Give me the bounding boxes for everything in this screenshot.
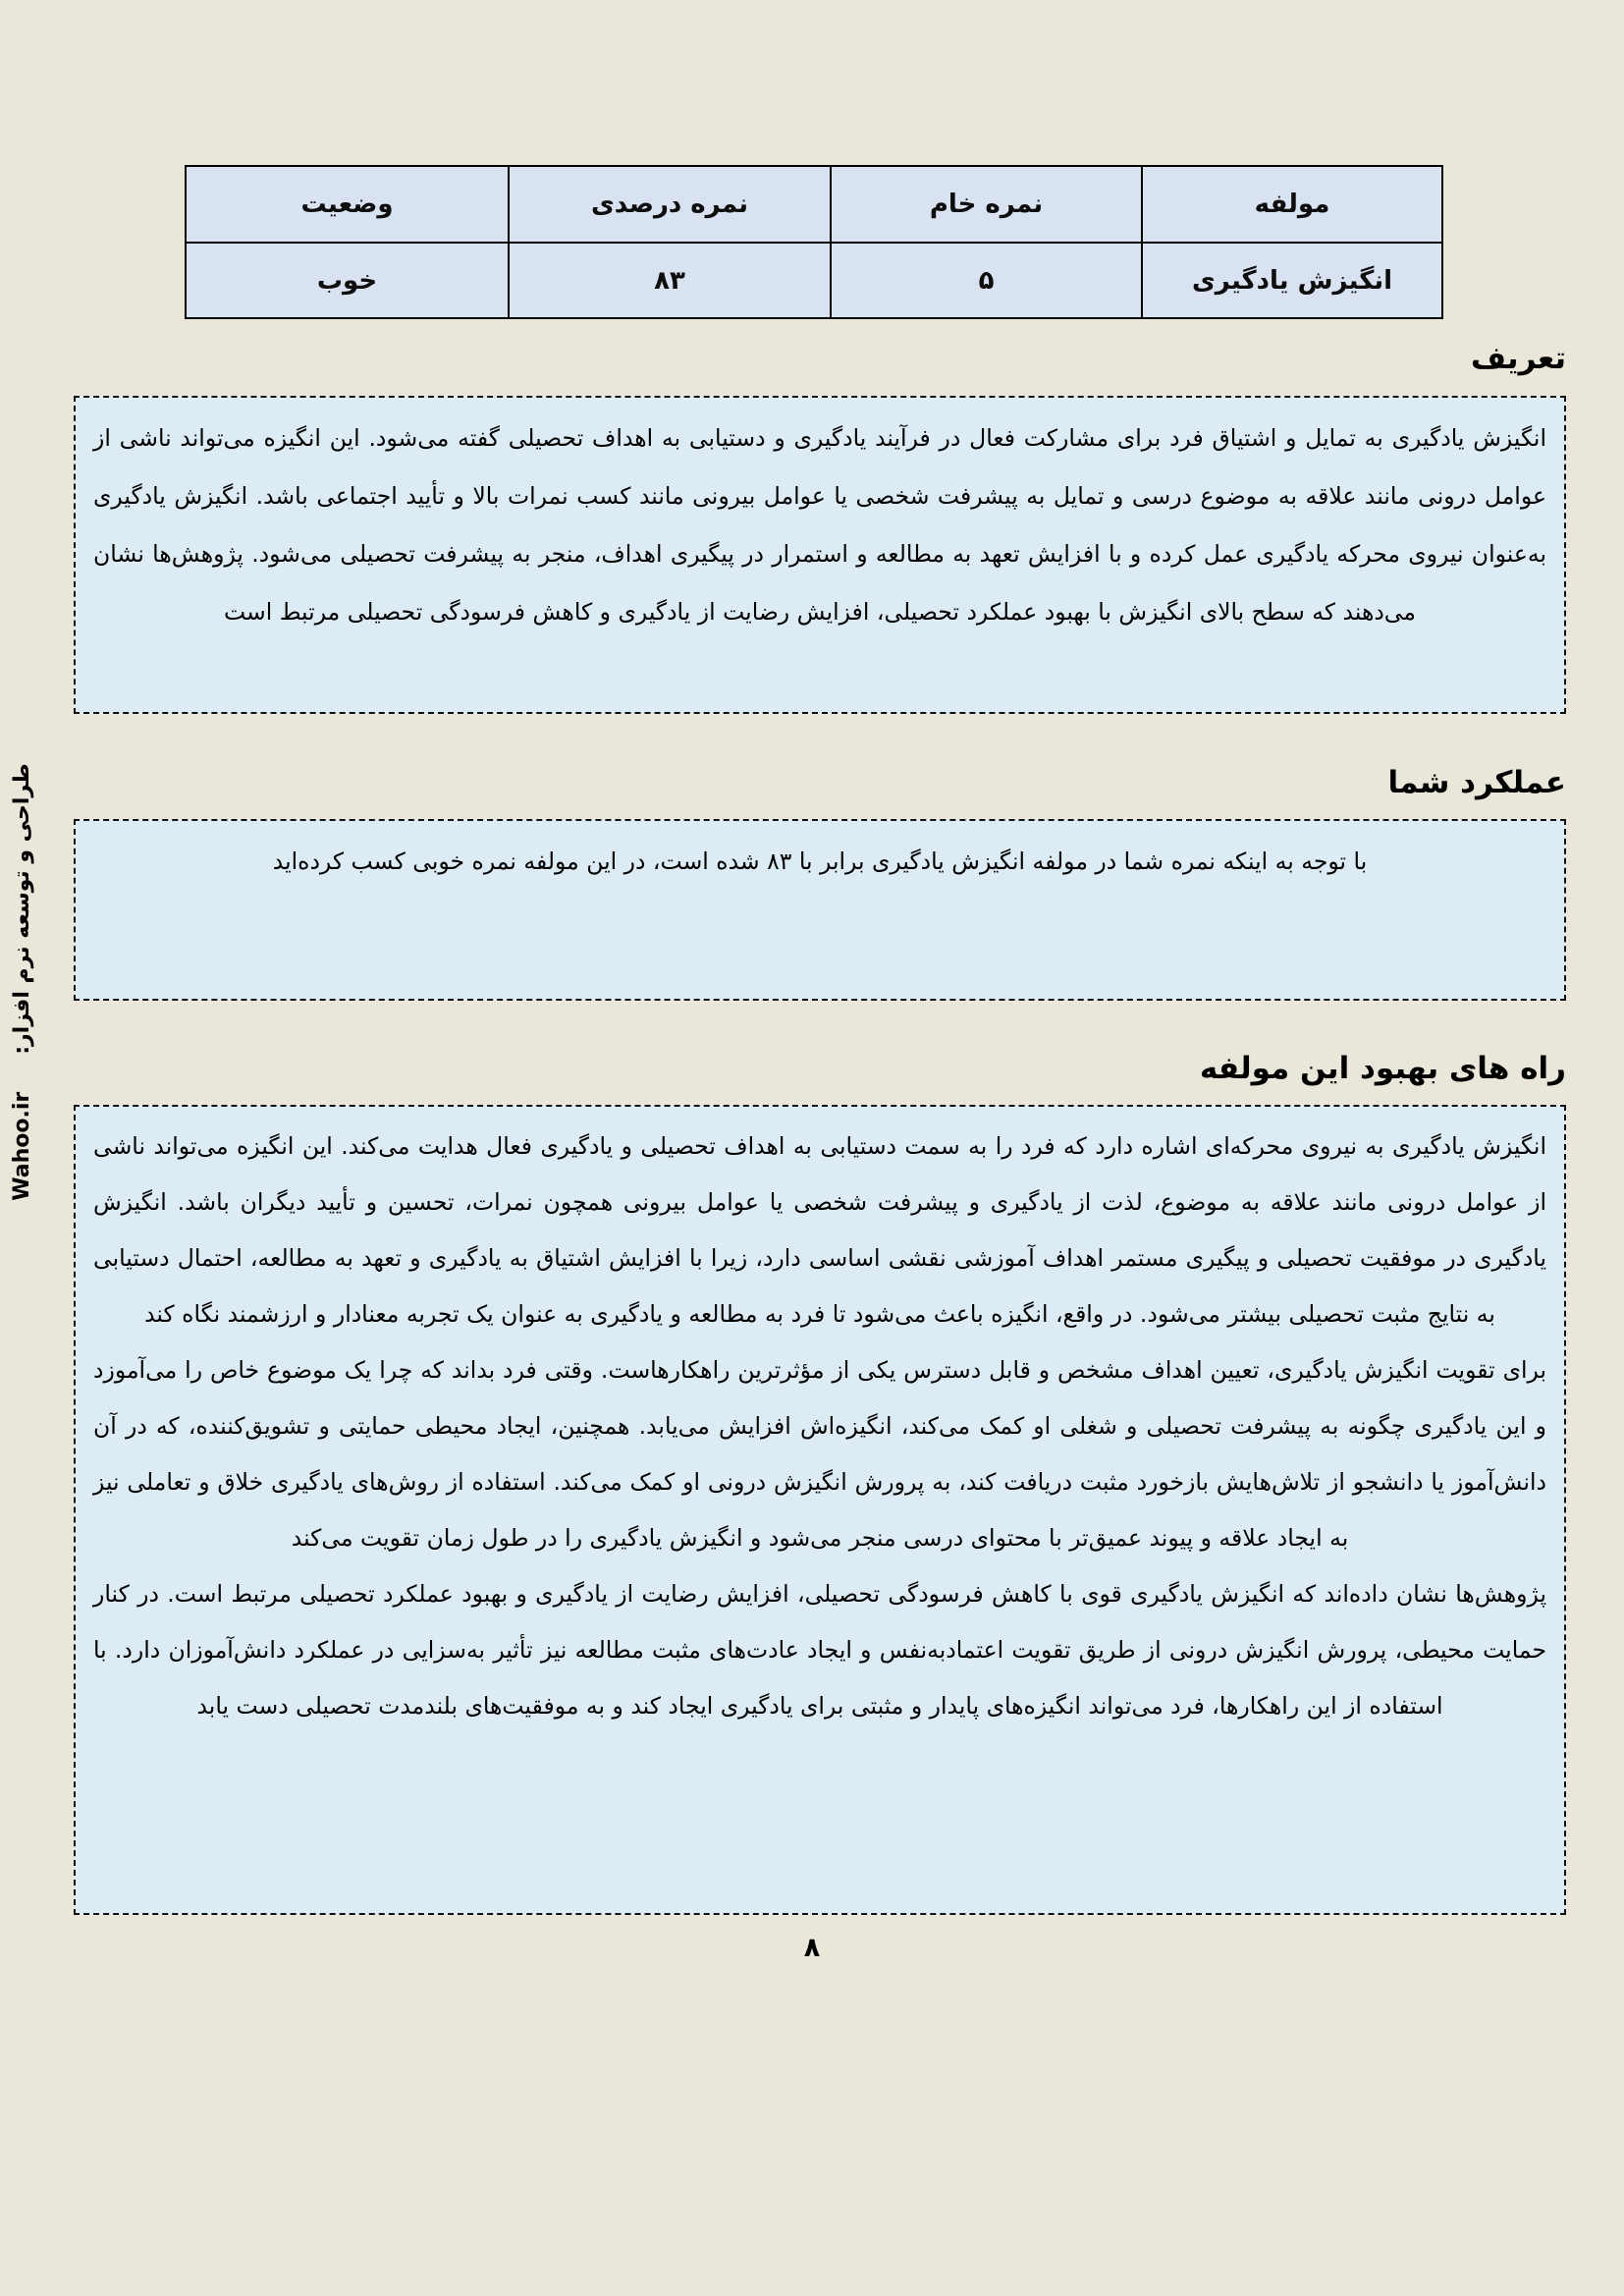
page-number: ۸ (803, 1933, 821, 1963)
score-table (185, 165, 1443, 319)
credit-vertical-text (10, 732, 49, 1232)
cell-status: خوب (186, 243, 509, 318)
page-content (74, 0, 1566, 1915)
table-data-row (186, 243, 1442, 318)
header-component: مولفه (1142, 166, 1442, 243)
performance-box (74, 819, 1566, 1001)
definition-paragraph: انگیزش یادگیری به تمایل و اشتیاق فرد برای مشارکت فعال در فرآیند یادگیری و دستیابی به اهداف تحصیلی گفته می‌شود. این انگیزه می‌تواند ناشی از عوامل درونی مانند علاقه به موضوع درسی و تمایل به پیشرفت شخصی یا عوامل بیرونی مانند کسب نمرات بالا و تأیید اجتماعی باشد. انگیزش یادگیری به‌عنوان نیروی محرکه یادگیری عمل کرده و با افزایش تعهد به مطالعه و استمرار در پیگیری اهداف، منجر به پیشرفت تحصیلی می‌شود. پژوهش‌ها نشان می‌دهند که سطح بالای انگیزش با بهبود عملکرد تحصیلی، افزایش رضایت از یادگیری و کاهش فرسودگی تحصیلی مرتبط است (93, 424, 1546, 626)
improvement-box (74, 1105, 1566, 1915)
table-header-row (186, 166, 1442, 243)
credit-label: طراحی و توسعه نرم افزار: (10, 763, 34, 1055)
improvement-paragraph-3: پژوهش‌ها نشان داده‌اند که انگیزش یادگیری قوی با کاهش فرسودگی تحصیلی، افزایش رضایت از یادگیری و بهبود عملکرد تحصیلی مرتبط است. در کنار حمایت محیطی، پرورش انگیزش درونی از طریق تقویت اعتمادبه‌نفس و ایجاد عادت‌های مثبت مطالعه نیز تأثیر به‌سزایی در عملکرد دانش‌آموزان دارد. با استفاده از این راهکارها، فرد می‌تواند انگیزه‌های پایدار و مثبتی برای یادگیری ایجاد کند و به موفقیت‌های بلندمدت تحصیلی دست یابد (93, 1580, 1546, 1720)
section-title-definition: تعریف (1471, 341, 1566, 376)
header-status: وضعیت (186, 166, 509, 243)
cell-raw-score: ۵ (831, 243, 1142, 318)
definition-box (74, 396, 1566, 714)
header-raw-score: نمره خام (831, 166, 1142, 243)
cell-component: انگیزش یادگیری (1142, 243, 1442, 318)
improvement-paragraph-2: برای تقویت انگیزش یادگیری، تعیین اهداف مشخص و قابل دسترس یکی از مؤثرترین راهکارهاست. وقتی فرد بداند که چرا یک موضوع خاص را می‌آموزد و این یادگیری چگونه به پیشرفت تحصیلی و شغلی او کمک می‌کند، انگیزه‌اش افزایش می‌یابد. همچنین، ایجاد محیطی حمایتی و تشویق‌کننده، که در آن دانش‌آموز یا دانشجو از تلاش‌هایش بازخورد مثبت دریافت کند، به پرورش انگیزش درونی او کمک می‌کند. استفاده از روش‌های یادگیری خلاق و تعاملی نیز به ایجاد علاقه و پیوند عمیق‌تر با محتوای درسی منجر می‌شود و انگیزش یادگیری را در طول زمان تقویت می‌کند (93, 1356, 1546, 1552)
improvement-paragraph-1: انگیزش یادگیری به نیروی محرکه‌ای اشاره دارد که فرد را به سمت دستیابی به اهداف تحصیلی و یادگیری فعال هدایت می‌کند. این انگیزه می‌تواند ناشی از عوامل درونی مانند علاقه به موضوع، لذت از یادگیری و پیشرفت شخصی یا عوامل بیرونی همچون نمرات، تحسین و تأیید دیگران باشد. انگیزش یادگیری در موفقیت تحصیلی و پیگیری مستمر اهداف آموزشی نقشی اساسی دارد، زیرا با افزایش اشتیاق به یادگیری و تعهد به مطالعه، احتمال دستیابی به نتایج مثبت تحصیلی بیشتر می‌شود. در واقع، انگیزه باعث می‌شود تا فرد به مطالعه و یادگیری به عنوان یک تجربه معنادار و ارزشمند نگاه کند (93, 1132, 1546, 1328)
section-title-improvement: راه های بهبود این مولفه (1199, 1051, 1566, 1086)
cell-percent-score: ۸۳ (509, 243, 831, 318)
section-title-performance: عملکرد شما (1387, 765, 1566, 800)
header-percent-score: نمره درصدی (509, 166, 831, 243)
performance-paragraph: با توجه به اینکه نمره شما در مولفه انگیزش یادگیری برابر با ۸۳ شده است، در این مولفه نمره خوبی کسب کرده‌اید (272, 847, 1368, 875)
credit-brand: Wahoo.ir (10, 1091, 34, 1201)
